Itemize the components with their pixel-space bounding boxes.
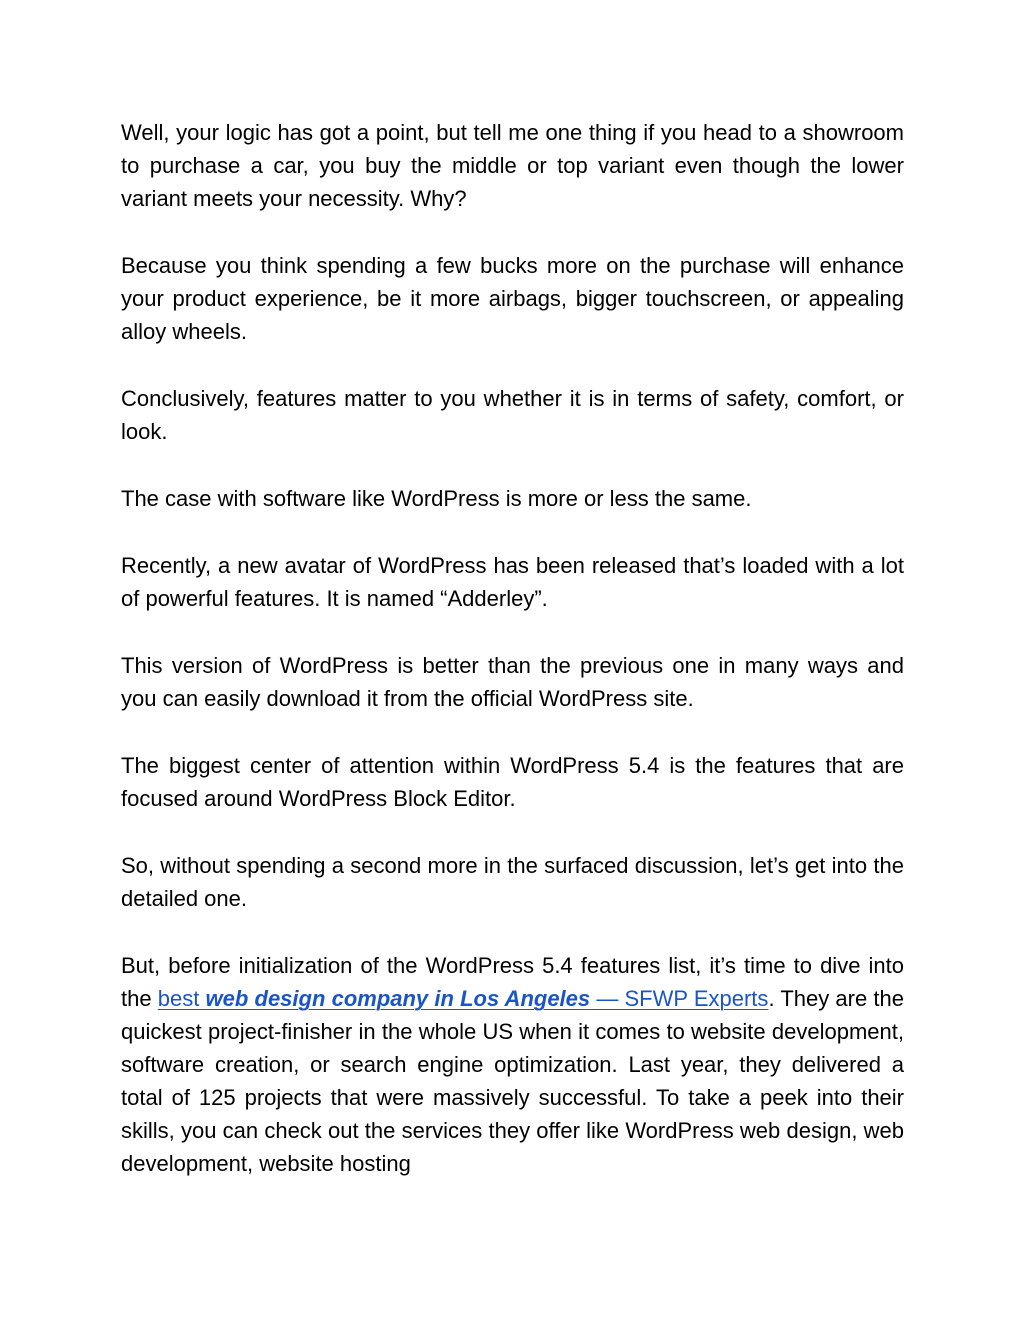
link-text-emphasis: web design company in Los Angeles <box>205 986 591 1011</box>
link-text-best: best <box>157 986 206 1011</box>
paragraph-new-avatar: Recently, a new avatar of WordPress has been released that’s loaded with a lot of powerful features. It is named “Adderley”. <box>121 553 904 611</box>
paragraph-logic: Well, your logic has got a point, but tell me one thing if you head to a showroom to purchase a car, you buy the middle or top variant even though the lower variant meets your necessity. Why? <box>121 120 904 211</box>
paragraph-text-before-link: But, before initialization of the WordPress 5.4 features list, it’s time to dive into the <box>121 953 904 1011</box>
sfwp-experts-link[interactable] <box>158 986 769 1011</box>
paragraph-version-better: This version of WordPress is better than the previous one in many ways and you can easily download it from the official WordPress site. <box>121 653 904 711</box>
paragraph-software-case: The case with software like WordPress is more or less the same. <box>121 486 752 511</box>
link-text-sfwp: — SFWP Experts <box>590 986 769 1011</box>
paragraph-block-editor: The biggest center of attention within WordPress 5.4 is the features that are focused around WordPress Block Editor. <box>121 753 904 811</box>
document-page <box>121 116 904 1214</box>
paragraph-text-after-link: . They are the quickest project-finisher in the whole US when it comes to website development, software creation, or search engine optimization. Last year, they delivered a total of 125 projects that were massively successful. To take a peek into their skills, you can check out the services they offer like WordPress web design, web development, website hosting <box>121 986 904 1176</box>
paragraph-sfwp-experts <box>121 949 904 1180</box>
paragraph-features-matter: Conclusively, features matter to you whether it is in terms of safety, comfort, or look. <box>121 386 904 444</box>
paragraph-spending: Because you think spending a few bucks more on the purchase will enhance your product experience, be it more airbags, bigger touchscreen, or appealing alloy wheels. <box>121 253 904 344</box>
paragraph-detailed-discussion: So, without spending a second more in the surfaced discussion, let’s get into the detailed one. <box>121 853 904 911</box>
